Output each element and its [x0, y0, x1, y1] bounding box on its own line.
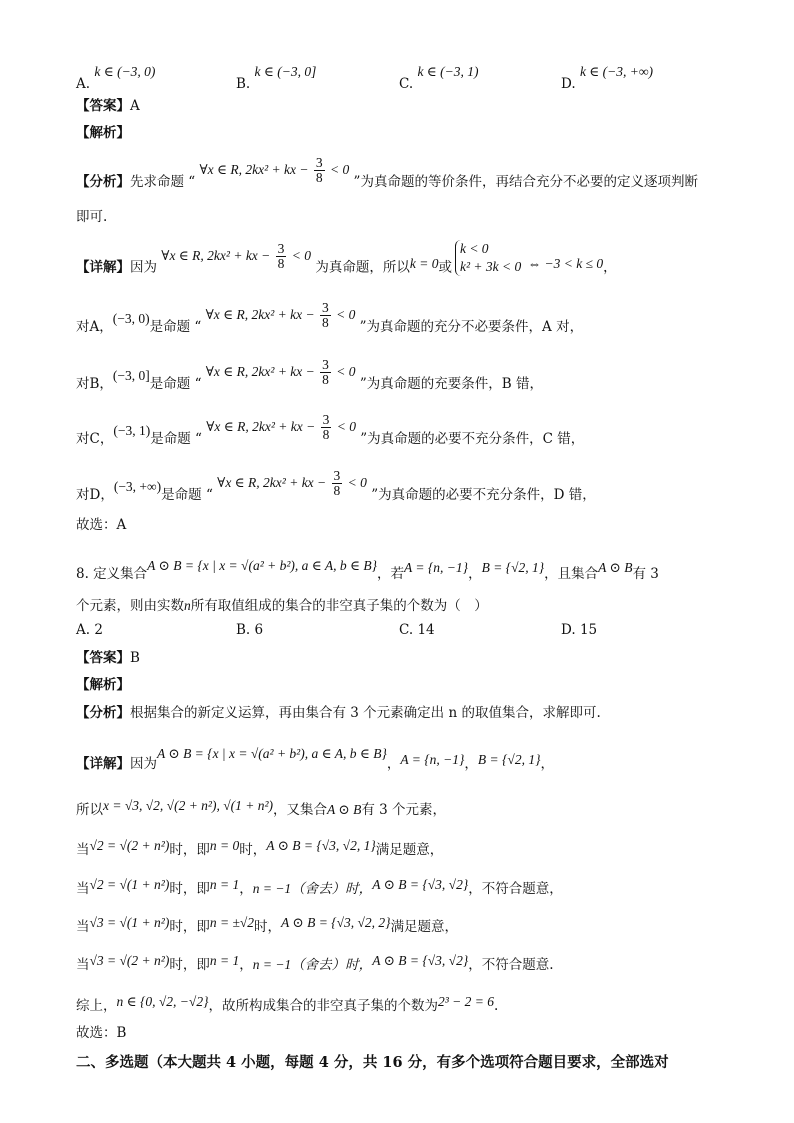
when-mid2: 时， — [239, 842, 267, 858]
when-mid2: ， — [239, 957, 253, 973]
fenxi-expr — [199, 155, 350, 186]
case-expr-tail: < 0 — [344, 475, 367, 490]
frac-den: 8 — [277, 255, 285, 271]
when-line-2 — [76, 876, 714, 902]
fraction-3-8 — [321, 413, 332, 442]
so-post2: 有 3 个元素， — [361, 802, 447, 818]
detail-set-b: B = {√2, 1} — [477, 752, 541, 767]
option-label: C. — [399, 622, 414, 638]
analysis-q8 — [76, 675, 714, 695]
when-result: A ⊙ B = {√3, √2, 1} — [266, 838, 376, 853]
when-mid: 时，即 — [169, 919, 210, 935]
summary-line — [76, 993, 714, 1019]
fenxi-pre: 先求命题 “ — [130, 174, 196, 190]
answer-q7 — [76, 96, 714, 116]
when-mid2: ， — [239, 881, 253, 897]
option-label: D. — [561, 622, 576, 638]
q8-ruo: ，若 — [377, 566, 405, 582]
fraction-3-8 — [314, 156, 325, 185]
q8-option-d — [561, 622, 597, 638]
when-extra: n = −1（舍去）时， — [252, 957, 373, 972]
case-post: ”为真命题的充分不必要条件，A 对， — [359, 319, 584, 335]
option-label: A. — [76, 622, 91, 638]
q8-tail2: 有 3 — [632, 566, 659, 582]
frac-den: 8 — [333, 483, 341, 499]
when-pre: 当 — [76, 842, 90, 858]
q8-comma: ， — [468, 566, 482, 582]
when-eq: √3 = √(2 + n²) — [89, 953, 170, 968]
section-heading: 二、多选题（本大题共 4 小题，每题 4 分，共 16 分，有多个选项符合题目要求，全部选对 — [76, 1054, 669, 1071]
detail-end: ， — [603, 259, 617, 276]
detail-result: ⇔ −3 < k ≤ 0 — [524, 255, 604, 271]
case-prefix: 对C， — [76, 431, 114, 447]
when-post: 满足题意， — [375, 842, 444, 858]
fenxi-text: 根据集合的新定义运算，再由集合有 3 个元素确定出 n 的取值集合，求解即可. — [130, 705, 601, 721]
fenxi-post: ”为真命题的等价条件，再结合充分不必要的定义逐项判断 — [353, 174, 698, 190]
when-mid2: 时， — [254, 919, 282, 935]
option-value: 14 — [417, 622, 435, 638]
case-interval: (−3, 0] — [112, 368, 150, 383]
fraction-3-8 — [276, 242, 287, 271]
option-b-expr: k ∈ (−3, 0] — [254, 64, 317, 79]
answer-tag: 【答案】 — [76, 98, 130, 114]
when-eq: √2 = √(1 + n²) — [89, 877, 170, 892]
when-line-1 — [76, 837, 714, 863]
analysis-tag: 【解析】 — [76, 677, 130, 693]
option-value: 15 — [579, 622, 598, 638]
case-prefix: 对B， — [76, 376, 113, 392]
so-line — [76, 797, 714, 823]
case-interval: (−3, 1) — [113, 423, 151, 438]
frac-num: 3 — [333, 468, 341, 484]
fenxi-expr-tail: < 0 — [326, 162, 350, 177]
case-expr — [217, 468, 367, 499]
q8-prefix: 8. 定义集合 — [76, 566, 148, 582]
option-d-q7 — [561, 64, 654, 92]
when-pre: 当 — [76, 919, 90, 935]
when-result: A ⊙ B = {√3, √2} — [372, 953, 469, 968]
detail-sep: ， — [386, 756, 401, 772]
q8-tail: ，且集合 — [544, 566, 599, 582]
case-interval: (−3, 0) — [112, 311, 150, 326]
so-post: ，又集合 — [273, 802, 328, 818]
so-aob: A ⊙ B — [327, 802, 362, 817]
detail-pre: 因为 — [130, 259, 157, 276]
frac-num: 3 — [315, 155, 323, 171]
fenxi-tag: 【分析】 — [76, 174, 130, 190]
summary-mid: ，故所构成集合的非空真子集的个数为 — [208, 998, 438, 1014]
frac-num: 3 — [322, 357, 329, 373]
q8-option-b — [236, 622, 263, 638]
case-expr — [205, 300, 356, 331]
summary-set: n ∈ {0, √2, −√2} — [116, 994, 209, 1009]
q8-line2-post: 所有取值组成的集合的非空真子集的个数为（ ） — [190, 598, 488, 614]
option-b-label: B. — [236, 76, 251, 92]
case-d — [76, 468, 714, 510]
detail-sep: ， — [464, 756, 478, 772]
analysis-tag: 【解析】 — [76, 125, 130, 141]
case-prefix: 对D， — [76, 487, 114, 503]
summary-pre: 综上， — [76, 998, 117, 1014]
when-mid: 时，即 — [169, 881, 210, 897]
case-expr-tail: < 0 — [333, 419, 356, 434]
fenxi-line2: 即可. — [76, 209, 108, 225]
system-line-2: k² + 3k < 0 — [459, 259, 522, 274]
when-post: ，不符合题意. — [468, 957, 554, 973]
choose-q8: 故选：B — [76, 1025, 127, 1041]
option-c-label: C. — [399, 76, 414, 92]
case-interval: (−3, +∞) — [113, 479, 162, 494]
case-expr-tail: < 0 — [332, 307, 356, 322]
case-post: ”为真命题的充要条件，B 错， — [359, 376, 543, 392]
detail-pre: 因为 — [130, 756, 157, 772]
when-nval: n = 0 — [209, 838, 240, 853]
case-b — [76, 357, 714, 399]
detail-or: 或 — [438, 259, 452, 276]
case-expr-tail: < 0 — [332, 364, 356, 379]
option-a-q7 — [76, 64, 156, 92]
detail-tag: 【详解】 — [76, 259, 130, 276]
so-expr: x = √3, √2, √(2 + n²), √(1 + n²) — [103, 798, 274, 813]
choose-q7: 故选：A — [76, 517, 127, 533]
frac-num: 3 — [321, 300, 329, 316]
option-value: 2 — [94, 622, 103, 638]
fraction-3-8 — [320, 301, 331, 330]
when-pre: 当 — [76, 957, 90, 973]
analysis-text-q8 — [76, 703, 714, 723]
detail-q8 — [76, 746, 714, 778]
when-result: A ⊙ B = {√3, √2} — [372, 877, 469, 892]
when-mid: 时，即 — [169, 957, 210, 973]
option-d-expr: k ∈ (−3, +∞) — [579, 64, 654, 79]
case-mid: 是命题 “ — [149, 376, 202, 392]
case-mid: 是命题 “ — [161, 487, 213, 503]
analysis-q7 — [76, 123, 714, 143]
answer-tag: 【答案】 — [76, 650, 130, 666]
answer-value: A — [130, 98, 140, 114]
option-c-q7 — [399, 64, 479, 92]
question-8-line2 — [76, 596, 714, 616]
system-line-1: k < 0 — [459, 241, 489, 256]
case-mid: 是命题 “ — [149, 319, 202, 335]
q8-aob: A ⊙ B — [598, 560, 633, 575]
frac-den: 8 — [322, 372, 329, 388]
q8-option-a — [76, 622, 103, 638]
q8-n: n — [184, 598, 191, 613]
when-extra: n = −1（舍去）时， — [252, 881, 373, 896]
case-expr — [205, 357, 356, 388]
when-pre: 当 — [76, 881, 90, 897]
frac-den: 8 — [322, 427, 330, 443]
option-a-expr: k ∈ (−3, 0) — [94, 64, 156, 79]
frac-num: 3 — [322, 412, 330, 428]
detail-expr-tail: < 0 — [288, 247, 312, 263]
case-expr-head: ∀x ∈ R, 2kx² + kx − — [206, 419, 319, 434]
when-nval: n = ±√2 — [209, 915, 255, 930]
when-post: ，不符合题意， — [468, 881, 563, 897]
case-expr-head: ∀x ∈ R, 2kx² + kx − — [205, 307, 318, 322]
option-a-label: A. — [76, 76, 91, 92]
inequality-system — [455, 240, 521, 276]
when-line-4 — [76, 952, 714, 978]
detail-mid: 为真命题，所以 — [315, 259, 410, 276]
fraction-3-8 — [332, 469, 343, 498]
case-expr — [206, 412, 356, 443]
answer-q8 — [76, 648, 714, 668]
option-label: B. — [236, 622, 251, 638]
detail-sep: ， — [540, 756, 554, 772]
case-expr-head: ∀x ∈ R, 2kx² + kx − — [205, 364, 319, 379]
case-post: ”为真命题的必要不充分条件，D 错， — [371, 487, 596, 503]
detail-expr-head: ∀x ∈ R, 2kx² + kx − — [161, 247, 274, 263]
frac-num: 3 — [277, 240, 285, 256]
q8-line2-pre: 个元素，则由实数 — [76, 598, 184, 614]
when-result: A ⊙ B = {√3, √2, 2} — [281, 915, 391, 930]
detail-set-a: A = {n, −1} — [400, 752, 465, 767]
frac-den: 8 — [321, 315, 329, 331]
when-post: 满足题意， — [390, 919, 459, 935]
q8-option-c — [399, 622, 435, 638]
detail-q7 — [76, 240, 714, 286]
case-prefix: 对A， — [76, 319, 113, 335]
when-nval: n = 1 — [209, 953, 240, 968]
detail-definition: A ⊙ B = {x | x = √(a² + b²), a ∈ A, b ∈ B} — [157, 746, 387, 761]
case-expr-head: ∀x ∈ R, 2kx² + kx − — [217, 475, 330, 490]
so-pre: 所以 — [76, 802, 103, 818]
case-a — [76, 300, 714, 342]
answer-value: B — [130, 650, 140, 666]
case-c — [76, 412, 714, 454]
option-c-expr: k ∈ (−3, 1) — [417, 64, 479, 79]
question-8 — [76, 560, 714, 588]
summary-calc: 2³ − 2 = 6 — [437, 994, 494, 1009]
option-d-label: D. — [561, 76, 576, 92]
option-b-q7 — [236, 64, 317, 92]
case-mid: 是命题 “ — [150, 431, 202, 447]
option-value: 6 — [254, 622, 264, 638]
q8-options — [76, 622, 716, 642]
fraction-3-8 — [320, 358, 331, 387]
case-post: ”为真命题的必要不充分条件，C 错， — [360, 431, 585, 447]
analysis-text-q7 — [76, 155, 714, 197]
when-eq: √3 = √(1 + n²) — [89, 915, 170, 930]
k-zero: k = 0 — [409, 255, 439, 271]
when-nval: n = 1 — [209, 877, 240, 892]
fenxi-expr-head: ∀x ∈ R, 2kx² + kx − — [199, 162, 312, 177]
when-mid: 时，即 — [169, 842, 210, 858]
detail-expr — [161, 240, 312, 271]
fenxi-tag: 【分析】 — [76, 705, 130, 721]
summary-end: . — [494, 998, 499, 1014]
q8-definition: A ⊙ B = {x | x = √(a² + b²), a ∈ A, b ∈ B} — [147, 558, 378, 573]
q8-set-b: B = {√2, 1} — [481, 560, 545, 575]
frac-den: 8 — [315, 170, 323, 186]
q8-set-a: A = {n, −1} — [404, 560, 469, 575]
when-line-3 — [76, 914, 714, 940]
when-eq: √2 = √(2 + n²) — [89, 838, 170, 853]
detail-tag: 【详解】 — [76, 756, 130, 772]
